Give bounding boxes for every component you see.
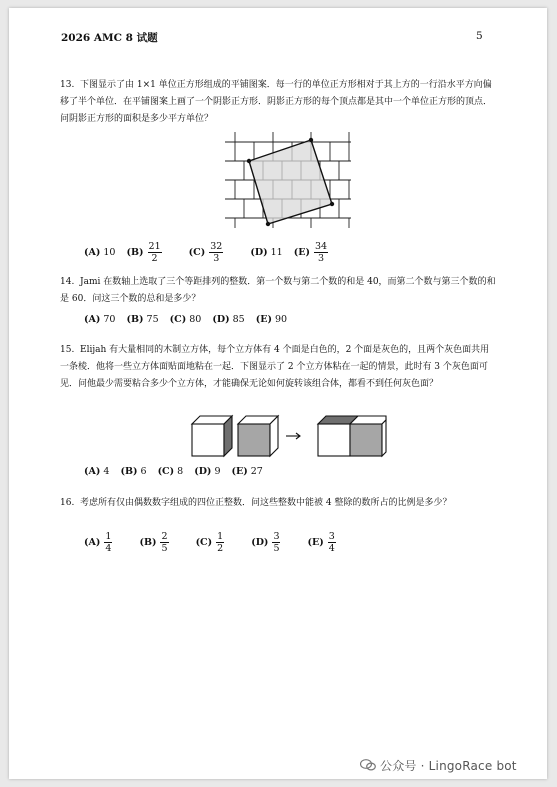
watermark-text: 公众号 · LingoRace bot	[380, 759, 517, 773]
choice-d[interactable]: (D) 11	[250, 247, 283, 258]
choice-b[interactable]: (B) 75	[126, 314, 159, 325]
page-number: 5	[476, 30, 483, 42]
question-text: Jami 在数轴上选取了三个等距排列的整数．第一个数与第二个数的和是 40，而第二个数与第三个数的和是 60．问这三个数的总和是多少？	[60, 277, 496, 304]
question-13	[60, 77, 496, 128]
question-16	[60, 495, 496, 512]
watermark	[360, 757, 517, 774]
question-number: 13.	[60, 80, 75, 90]
question-14	[60, 274, 496, 308]
choice-b[interactable]: (B) 6	[120, 466, 147, 477]
choice-e[interactable]: (E) 90	[255, 314, 288, 325]
choice-e[interactable]: (E) 27	[231, 466, 263, 477]
choice-c[interactable]: (C) 80	[169, 314, 202, 325]
choice-c[interactable]: (C) $\frac{1}{2}$	[195, 531, 224, 554]
question-text: 下图显示了由 1×1 单位正方形组成的平铺图案．每一行的单位正方形相对于其上方的一行沿水平方向偏移了半个单位．在平铺图案上画了一个阴影正方形．阴影正方形的每个顶点都是其中一个单位正方形的顶点．问阴影正方形的面积是多少平方单位？	[60, 80, 493, 124]
question-number: 15.	[60, 345, 75, 355]
wechat-icon	[360, 759, 376, 771]
choice-a[interactable]: (A) 4	[84, 466, 110, 477]
shaded-square	[249, 140, 332, 224]
choice-a[interactable]: (A) $\frac{1}{4}$	[84, 531, 112, 554]
answer-choices-16	[84, 531, 360, 554]
cubes-figure	[188, 410, 388, 460]
question-text: Elijah 有大量相同的木制立方体，每个立方体有 4 个面是白色的，2 个面是灰色的，且两个灰色面共用一条棱．他将一些立方体面贴面地粘在一起．下图显示了 2 个立方体粘在一起的情景，此时有 3 个灰色面可见．问他最少需要粘合多少个立方体，才能确保无论如何旋转该组合体，都看不到任何灰色面？	[60, 345, 490, 389]
choice-d[interactable]: (D) 85	[212, 314, 245, 325]
choice-c[interactable]: (C) $\frac{32}{3}$	[188, 241, 223, 264]
question-number: 16.	[60, 498, 75, 508]
choice-b[interactable]: (B) $\frac{2}{5}$	[139, 531, 168, 554]
brick-tiling-figure	[225, 132, 355, 232]
question-15	[60, 342, 496, 393]
choice-d[interactable]: (D) $\frac{3}{5}$	[251, 531, 280, 554]
question-text: 考虑所有仅由偶数数字组成的四位正整数．问这些整数中能被 4 整除的数所占的比例是多少？	[80, 498, 452, 508]
page-header-title: 2026 AMC 8 试题	[61, 32, 158, 44]
choice-d[interactable]: (D) 9	[194, 466, 221, 477]
choice-a[interactable]: (A) 70	[84, 314, 116, 325]
choice-e[interactable]: (E) $\frac{3}{4}$	[307, 531, 335, 554]
answer-choices-13	[84, 241, 352, 264]
choice-c[interactable]: (C) 8	[157, 466, 184, 477]
choice-a[interactable]: (A) 10	[84, 247, 116, 258]
answer-choices-14	[84, 314, 295, 325]
choice-b[interactable]: (B) $\frac{21}{2}$	[126, 241, 161, 264]
choice-e[interactable]: (E) $\frac{34}{3}$	[293, 241, 328, 264]
question-number: 14.	[60, 277, 75, 287]
answer-choices-15	[84, 466, 271, 477]
